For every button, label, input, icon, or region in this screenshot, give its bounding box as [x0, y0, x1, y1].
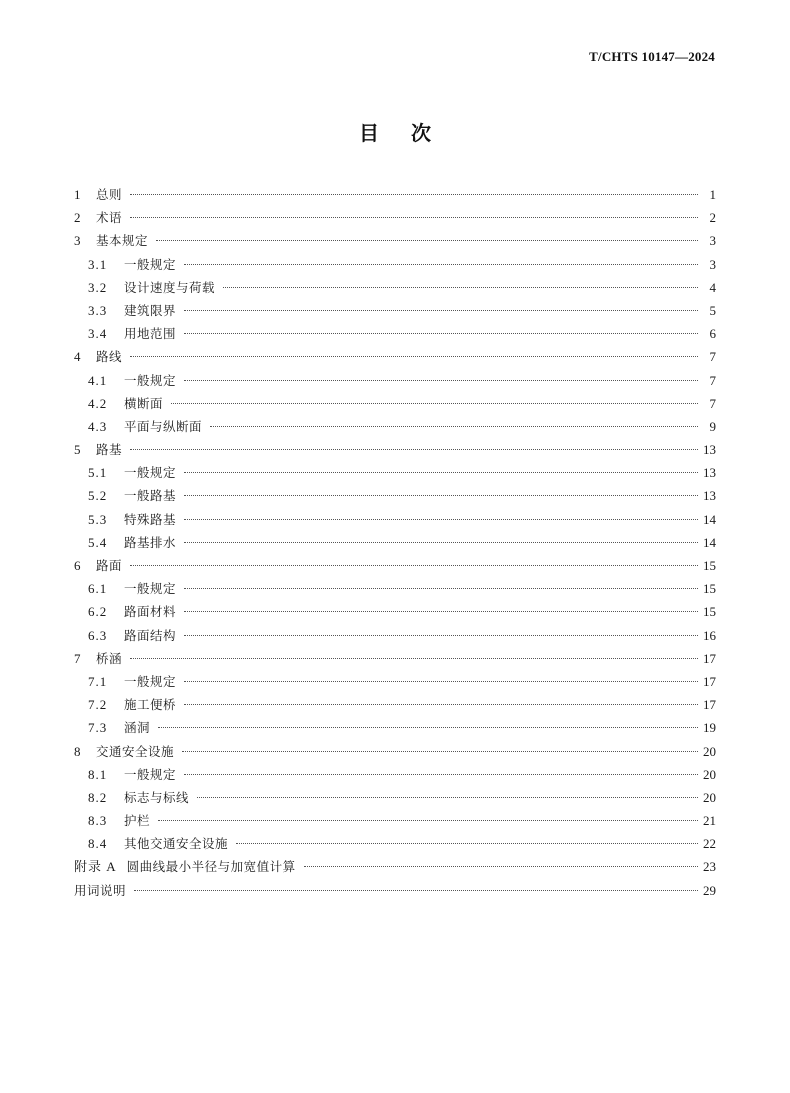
toc-entry-page-number: 14: [703, 511, 716, 527]
dot-leader: [184, 518, 698, 520]
toc-entry[interactable]: [74, 740, 716, 763]
dot-leader: [130, 355, 698, 357]
toc-entry-title: 一般规定: [124, 766, 177, 782]
toc-entry-page-number: 7: [709, 349, 716, 365]
toc-entry-title: 用地范围: [124, 326, 177, 342]
toc-entry-title: 路面材料: [124, 604, 177, 620]
toc-entry-number: 8.1: [88, 766, 108, 782]
toc-entry[interactable]: [74, 415, 716, 438]
document-code: T/CHTS 10147—2024: [589, 49, 715, 64]
toc-entry-number: 7.3: [88, 720, 108, 736]
toc-entry-page-number: 20: [703, 743, 716, 759]
toc-entry[interactable]: [74, 693, 716, 716]
toc-entry-title: 建筑限界: [124, 302, 177, 318]
toc-entry-title: 桥涵: [96, 650, 123, 666]
toc-entry-title: 用词说明: [74, 882, 127, 898]
toc-entry[interactable]: [74, 461, 716, 484]
toc-entry[interactable]: [74, 531, 716, 554]
toc-entry-number: 4.3: [88, 418, 108, 434]
toc-entry-title: 路面: [96, 558, 123, 573]
toc-entry[interactable]: [74, 253, 716, 276]
toc-entry-page-number: 17: [703, 650, 716, 666]
toc-entry-title: 路线: [96, 349, 123, 365]
toc-entry-title: 一般规定: [124, 256, 177, 272]
toc-entry[interactable]: [74, 624, 716, 647]
toc-entry[interactable]: [74, 484, 716, 507]
toc-entry-page-number: 3: [709, 233, 716, 249]
toc-entry-number: 6.3: [88, 627, 108, 643]
toc-entry-page-number: 13: [703, 465, 716, 481]
toc-entry-number: 8: [74, 743, 82, 759]
toc-entry-number: 7.1: [88, 673, 108, 689]
toc-entry-number: 6.2: [88, 604, 108, 620]
toc-entry-page-number: 6: [709, 326, 716, 342]
toc-entry-number: 3: [74, 233, 82, 249]
toc-entry-number: 7.2: [88, 697, 108, 713]
toc-entry-number: 附录 A: [74, 859, 117, 875]
toc-entry[interactable]: [74, 763, 716, 786]
toc-entry-title: 涵洞: [124, 720, 151, 736]
dot-leader: [184, 263, 698, 265]
dot-leader: [156, 239, 698, 241]
toc-entry[interactable]: [74, 554, 716, 577]
dot-leader: [184, 587, 698, 589]
toc-entry-page-number: 29: [703, 882, 716, 898]
dot-leader: [184, 634, 698, 636]
toc-entry-number: 8.4: [88, 836, 108, 852]
dot-leader: [184, 494, 698, 496]
toc-entry-title: 一般规定: [124, 581, 177, 597]
dot-leader: [130, 657, 698, 659]
toc-entry-title: 其他交通安全设施: [124, 836, 229, 852]
toc-entry-page-number: 15: [703, 604, 716, 620]
toc-entry-number: 8.2: [88, 789, 108, 805]
toc-entry-page-number: 2: [709, 210, 716, 226]
toc-entry-number: 3.1: [88, 256, 108, 272]
toc-entry-number: 3.2: [88, 279, 108, 295]
toc-entry[interactable]: [74, 647, 716, 670]
toc-entry-number: 1: [74, 187, 82, 202]
toc-entry-title: 路基: [96, 442, 123, 458]
toc-entry[interactable]: [74, 786, 716, 809]
table-of-contents: [74, 183, 716, 902]
toc-entry[interactable]: [74, 322, 716, 345]
toc-entry-title: 总则: [96, 187, 123, 202]
dot-leader: [158, 726, 698, 728]
dot-leader: [304, 865, 698, 867]
toc-entry-number: 4: [74, 349, 82, 365]
dot-leader: [158, 819, 698, 821]
toc-entry-page-number: 19: [703, 720, 716, 736]
toc-entry-page-number: 16: [703, 627, 716, 643]
toc-entry[interactable]: [74, 392, 716, 415]
dot-leader: [184, 680, 698, 682]
toc-entry[interactable]: [74, 600, 716, 623]
toc-entry-title: 平面与纵断面: [124, 418, 203, 434]
toc-entry-title: 特殊路基: [124, 511, 177, 527]
toc-entry-title: 一般路基: [124, 488, 177, 504]
toc-entry[interactable]: [74, 508, 716, 531]
toc-entry[interactable]: [74, 276, 716, 299]
dot-leader: [210, 425, 698, 427]
dot-leader: [130, 216, 698, 218]
dot-leader: [184, 309, 698, 311]
dot-leader: [197, 796, 698, 798]
toc-entry-number: 4.1: [88, 372, 108, 388]
toc-entry-title: 圆曲线最小半径与加宽值计算: [126, 859, 296, 875]
toc-entry[interactable]: [74, 438, 716, 461]
toc-entry-title: 横断面: [124, 395, 164, 411]
toc-entry-number: 8.3: [88, 813, 108, 829]
toc-entry-page-number: 20: [703, 789, 716, 805]
toc-entry-number: 2: [74, 210, 82, 226]
toc-entry[interactable]: [74, 577, 716, 600]
toc-entry-number: 5: [74, 442, 82, 458]
dot-leader: [134, 889, 698, 891]
toc-entry-page-number: 14: [703, 534, 716, 550]
toc-entry-page-number: 5: [709, 302, 716, 318]
toc-entry-title: 路基排水: [124, 534, 177, 550]
toc-entry-page-number: 9: [709, 418, 716, 434]
toc-entry[interactable]: [74, 299, 716, 322]
toc-entry[interactable]: [74, 345, 716, 368]
toc-entry-page-number: 13: [703, 488, 716, 504]
dot-leader: [184, 703, 698, 705]
dot-leader: [184, 541, 698, 543]
toc-entry-page-number: 20: [703, 766, 716, 782]
toc-entry-page-number: 23: [703, 859, 716, 875]
toc-entry-number: 4.2: [88, 395, 108, 411]
toc-entry[interactable]: [74, 879, 716, 902]
toc-entry-title: 基本规定: [96, 233, 149, 249]
toc-entry[interactable]: [74, 183, 716, 206]
dot-leader: [184, 773, 698, 775]
toc-entry-title: 设计速度与荷载: [124, 279, 216, 295]
toc-entry-page-number: 15: [703, 558, 716, 573]
toc-entry-page-number: 7: [709, 372, 716, 388]
toc-entry-page-number: 22: [703, 836, 716, 852]
dot-leader: [171, 402, 698, 404]
dot-leader: [236, 842, 698, 844]
toc-entry-title: 标志与标线: [124, 789, 190, 805]
toc-entry-page-number: 3: [709, 256, 716, 272]
toc-entry-title: 路面结构: [124, 627, 177, 643]
toc-entry[interactable]: [74, 809, 716, 832]
toc-entry-page-number: 7: [709, 395, 716, 411]
toc-title: 目次: [359, 121, 463, 145]
toc-entry-title: 施工便桥: [124, 697, 177, 713]
toc-entry-page-number: 15: [703, 581, 716, 597]
toc-entry-title: 一般规定: [124, 673, 177, 689]
toc-entry[interactable]: [74, 206, 716, 229]
toc-entry-number: 5.3: [88, 511, 108, 527]
toc-entry-page-number: 4: [709, 279, 716, 295]
toc-entry-number: 6.1: [88, 581, 108, 597]
toc-entry-title: 术语: [96, 210, 123, 226]
dot-leader: [130, 193, 698, 195]
dot-leader: [182, 750, 698, 752]
dot-leader: [184, 610, 698, 612]
toc-entry-number: 6: [74, 558, 82, 573]
toc-entry[interactable]: [74, 670, 716, 693]
toc-entry[interactable]: [74, 716, 716, 739]
toc-entry-title: 一般规定: [124, 465, 177, 481]
toc-entry-page-number: 1: [709, 187, 716, 202]
toc-entry-number: 5.1: [88, 465, 108, 481]
dot-leader: [184, 471, 698, 473]
toc-entry-number: 3.4: [88, 326, 108, 342]
toc-entry[interactable]: [74, 229, 716, 252]
toc-entry-page-number: 21: [703, 813, 716, 829]
dot-leader: [223, 286, 698, 288]
toc-entry-number: 5.4: [88, 534, 108, 550]
toc-entry-page-number: 13: [703, 442, 716, 458]
toc-entry-title: 交通安全设施: [96, 743, 175, 759]
toc-entry[interactable]: [74, 832, 716, 855]
dot-leader: [130, 564, 698, 566]
toc-entry-number: 5.2: [88, 488, 108, 504]
toc-entry-title: 一般规定: [124, 372, 177, 388]
toc-entry[interactable]: [74, 369, 716, 392]
dot-leader: [184, 332, 698, 334]
toc-entry-page-number: 17: [703, 673, 716, 689]
toc-entry-number: 7: [74, 650, 82, 666]
toc-entry-page-number: 17: [703, 697, 716, 713]
toc-entry-number: 3.3: [88, 302, 108, 318]
toc-entry-title: 护栏: [124, 813, 151, 829]
toc-entry[interactable]: [74, 855, 716, 878]
dot-leader: [130, 448, 698, 450]
dot-leader: [184, 379, 698, 381]
